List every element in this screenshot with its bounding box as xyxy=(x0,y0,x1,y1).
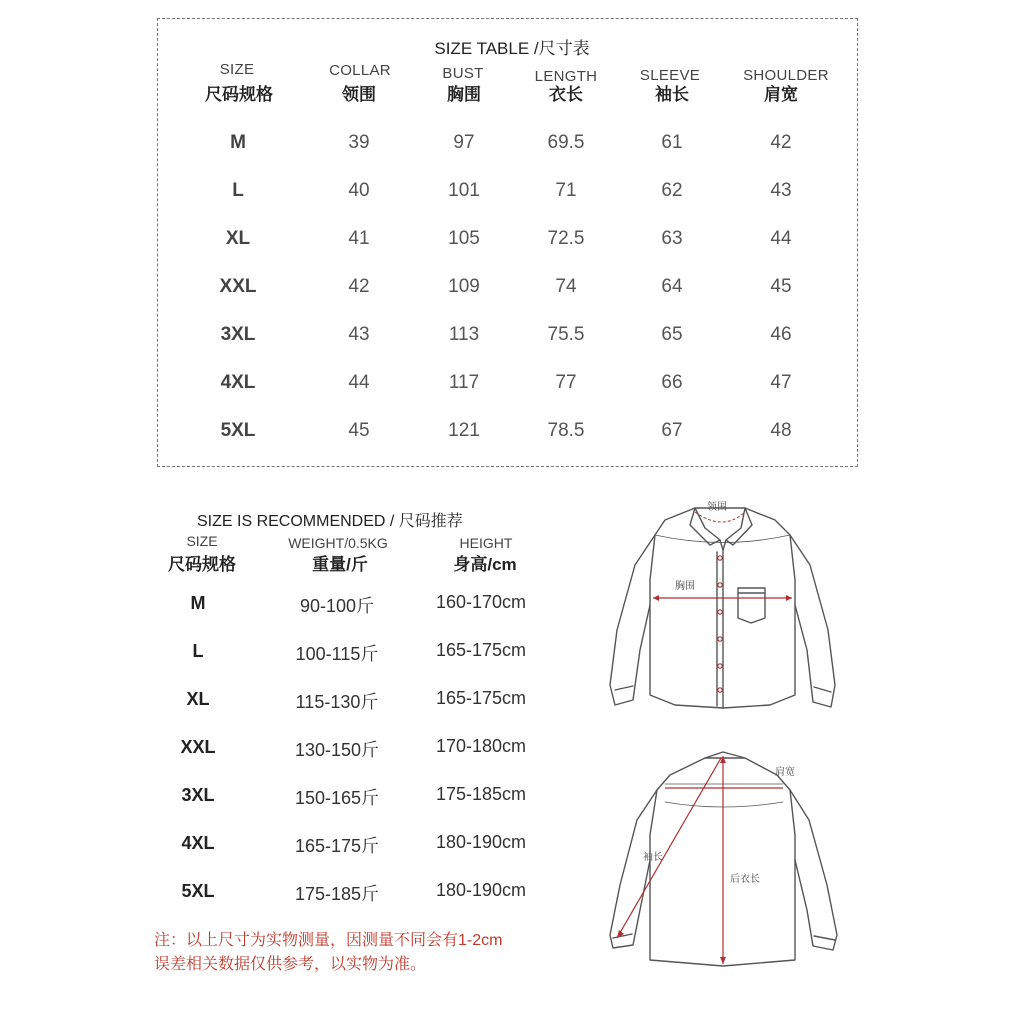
table-cell-collar: 43 xyxy=(348,324,370,345)
table-row-size: 3XL xyxy=(220,324,256,345)
shirt-measurement-diagram xyxy=(595,490,855,990)
table-cell-length: 71 xyxy=(555,180,577,201)
table-cell-shoulder: 44 xyxy=(770,228,792,249)
table-cell-length: 69.5 xyxy=(547,132,585,153)
list-item-height: 180-190cm xyxy=(435,880,527,900)
rec-header-weight-en: WEIGHT/0.5KG xyxy=(288,535,388,551)
table-cell-length: 75.5 xyxy=(547,324,585,345)
shirt-buttons xyxy=(718,556,722,692)
header-length-zh: 衣长 xyxy=(549,85,583,104)
measurement-note xyxy=(154,929,502,977)
table-cell-collar: 44 xyxy=(348,372,370,393)
list-item-height: 160-170cm xyxy=(435,592,527,612)
list-item-weight: 90-100斤 xyxy=(299,596,375,616)
table-row-size: 4XL xyxy=(220,372,256,393)
table-cell-bust: 121 xyxy=(448,420,480,441)
table-cell-sleeve: 63 xyxy=(661,228,683,249)
shirt-front-illustration xyxy=(610,508,835,708)
table-cell-collar: 39 xyxy=(348,132,370,153)
list-item-size: XL xyxy=(186,689,210,709)
table-cell-length: 77 xyxy=(555,372,577,393)
collar-measure-line xyxy=(695,512,745,522)
table-row-size: M xyxy=(230,132,246,153)
size-table-title: SIZE TABLE /尺寸表 xyxy=(434,39,590,58)
table-cell-bust: 97 xyxy=(453,132,475,153)
list-item-height: 170-180cm xyxy=(435,736,527,756)
table-cell-bust: 101 xyxy=(448,180,480,201)
header-sleeve-en: SLEEVE xyxy=(639,67,701,84)
table-cell-shoulder: 43 xyxy=(770,180,792,201)
table-row-size: XL xyxy=(225,228,251,249)
list-item-height: 165-175cm xyxy=(435,640,527,660)
list-item-height: 175-185cm xyxy=(435,784,527,804)
sleeve-label: 袖长 xyxy=(643,852,663,863)
table-cell-sleeve: 64 xyxy=(661,276,683,297)
table-cell-shoulder: 46 xyxy=(770,324,792,345)
table-cell-bust: 113 xyxy=(448,324,480,345)
table-row-size: 5XL xyxy=(220,420,256,441)
header-length-en: LENGTH xyxy=(534,68,598,85)
table-cell-sleeve: 62 xyxy=(661,180,683,201)
table-cell-sleeve: 66 xyxy=(661,372,683,393)
list-item-weight: 165-175斤 xyxy=(294,836,380,856)
table-row-size: L xyxy=(232,180,244,201)
list-item-size: 3XL xyxy=(181,785,215,805)
header-shoulder-zh: 肩宽 xyxy=(764,85,798,104)
bust-label: 胸围 xyxy=(675,581,695,592)
table-cell-bust: 117 xyxy=(448,372,480,393)
table-cell-sleeve: 67 xyxy=(661,420,683,441)
list-item-weight: 130-150斤 xyxy=(294,740,380,760)
recommend-title: SIZE IS RECOMMENDED / 尺码推荐 xyxy=(197,513,463,530)
list-item-size: M xyxy=(190,593,206,613)
header-collar-zh: 领围 xyxy=(342,85,376,104)
header-bust-zh: 胸围 xyxy=(447,85,481,104)
table-cell-bust: 109 xyxy=(448,276,480,297)
list-item-height: 180-190cm xyxy=(435,832,527,852)
header-sleeve-zh: 袖长 xyxy=(655,85,689,104)
rec-header-size-en: SIZE xyxy=(186,533,218,549)
collar-label: 领围 xyxy=(707,502,727,513)
note-line-2: 误差相关数据仅供参考，以实物为准。 xyxy=(154,956,427,973)
list-item-weight: 150-165斤 xyxy=(294,788,380,808)
table-cell-shoulder: 45 xyxy=(770,276,792,297)
note-line-1: 注：以上尺寸为实物测量，因测量不同会有1-2cm xyxy=(154,932,503,949)
table-cell-length: 72.5 xyxy=(547,228,585,249)
list-item-weight: 100-115斤 xyxy=(295,644,379,664)
rec-header-height-en: HEIGHT xyxy=(459,535,513,551)
list-item-weight: 175-185斤 xyxy=(294,884,380,904)
table-cell-collar: 40 xyxy=(348,180,370,201)
header-size-zh: 尺码规格 xyxy=(205,85,273,104)
header-size-en: SIZE xyxy=(219,61,255,78)
sleeve-measure-line xyxy=(617,758,721,938)
header-shoulder-en: SHOULDER xyxy=(743,67,829,84)
table-cell-bust: 105 xyxy=(448,228,480,249)
rec-header-height-zh: 身高/cm xyxy=(453,555,517,574)
list-item-size: L xyxy=(192,641,204,661)
list-item-weight: 115-130斤 xyxy=(295,692,379,712)
table-cell-collar: 45 xyxy=(348,420,370,441)
table-cell-collar: 42 xyxy=(348,276,370,297)
table-row-size: XXL xyxy=(219,276,257,297)
list-item-size: XXL xyxy=(180,737,216,757)
list-item-size: 4XL xyxy=(181,833,215,853)
header-bust-en: BUST xyxy=(442,65,484,82)
table-cell-sleeve: 61 xyxy=(661,132,683,153)
table-cell-length: 78.5 xyxy=(547,420,585,441)
table-cell-shoulder: 47 xyxy=(770,372,792,393)
rec-header-size-zh: 尺码规格 xyxy=(168,555,236,574)
list-item-size: 5XL xyxy=(181,881,215,901)
table-cell-length: 74 xyxy=(555,276,577,297)
rec-header-weight-zh: 重量/斤 xyxy=(312,555,368,574)
table-cell-collar: 41 xyxy=(348,228,370,249)
table-cell-shoulder: 48 xyxy=(770,420,792,441)
back-length-label: 后衣长 xyxy=(730,874,760,885)
header-collar-en: COLLAR xyxy=(329,62,391,79)
table-cell-shoulder: 42 xyxy=(770,132,792,153)
shoulder-label: 肩宽 xyxy=(775,767,795,778)
list-item-height: 165-175cm xyxy=(435,688,527,708)
table-cell-sleeve: 65 xyxy=(661,324,683,345)
